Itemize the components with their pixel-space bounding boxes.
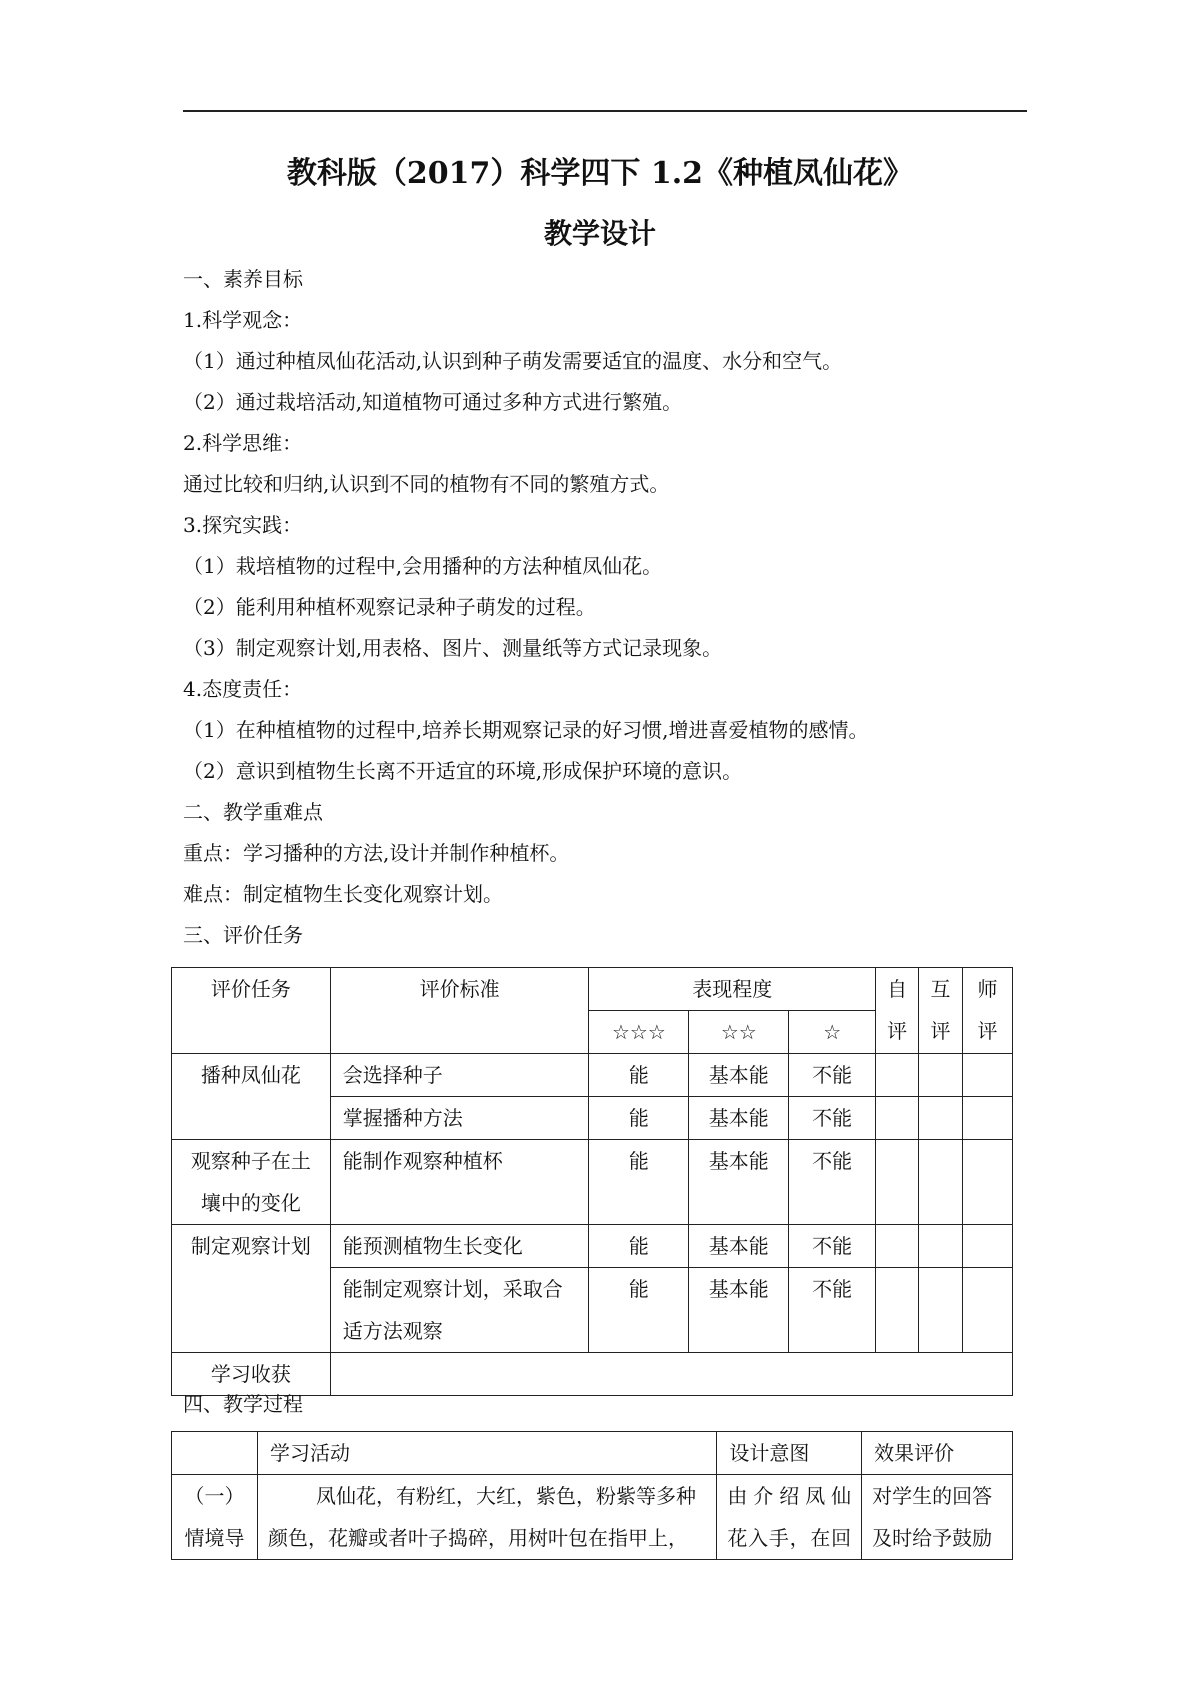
header-cell: 学习活动 [257,1432,716,1475]
document-subtitle: 教学设计 [543,217,656,250]
subheading: 4.态度责任： [183,677,303,701]
table-cell: 掌握播种方法 [330,1097,589,1140]
evaluation-table [171,967,1013,1396]
header-cell: 互 评 [919,968,963,1054]
paragraph: 难点：制定植物生长变化观察计划。 [183,882,503,906]
table-cell [876,1225,919,1268]
table-cell: 能制作观察种植杯 [330,1140,589,1225]
table-cell [963,1054,1013,1097]
table-row [172,1475,1013,1560]
table-cell: 播种凤仙花 [172,1054,331,1140]
table-cell [963,1225,1013,1268]
table-cell [963,1140,1013,1225]
table-cell: 不能 [789,1097,876,1140]
paragraph: 重点：学习播种的方法,设计并制作种植杯。 [183,841,570,865]
table-cell [876,1268,919,1353]
table-header-row [172,968,1013,1011]
table-cell [963,1268,1013,1353]
table-cell: （一） 情境导 [172,1475,258,1560]
paragraph: 通过比较和归纳,认识到不同的植物有不同的繁殖方式。 [183,472,670,496]
table-cell: 不能 [789,1054,876,1097]
table-row [172,1225,1013,1268]
subheading: 3.探究实践： [183,513,303,537]
table-cell [876,1054,919,1097]
document-title: 教科版（2017）科学四下 1.2《种植凤仙花》 [286,156,914,191]
header-cell [172,1432,258,1475]
header-cell: 效果评价 [862,1432,1013,1475]
header-cell: 表现程度 [589,968,876,1011]
table-cell: 能制定观察计划，采取合 适方法观察 [330,1268,589,1353]
table-cell: 凤仙花，有粉红，大红，紫色，粉紫等多种 颜色，花瓣或者叶子捣碎，用树叶包在指甲上， [257,1475,716,1560]
table-cell [919,1140,963,1225]
table-cell: 学习收获 [172,1353,331,1396]
paragraph: （1）栽培植物的过程中,会用播种的方法种植凤仙花。 [183,554,663,578]
paragraph: （2）意识到植物生长离不开适宜的环境,形成保护环境的意识。 [183,759,743,783]
table-cell: 会选择种子 [330,1054,589,1097]
table-cell: 能 [589,1097,689,1140]
header-cell: 评价标准 [330,968,589,1054]
table-cell: 基本能 [689,1268,789,1353]
table-cell: 基本能 [689,1097,789,1140]
table-cell: 由介绍凤仙 花入手，在回 [717,1475,862,1560]
subheading: 1.科学观念： [183,308,303,332]
table-cell: 能预测植物生长变化 [330,1225,589,1268]
table-cell: 基本能 [689,1225,789,1268]
table-cell: 不能 [789,1140,876,1225]
star-rating-2: ☆☆ [689,1011,789,1054]
paragraph: （1）在种植植物的过程中,培养长期观察记录的好习惯,增进喜爱植物的感情。 [183,718,869,742]
table-cell: 不能 [789,1268,876,1353]
table-cell: 能 [589,1140,689,1225]
header-cell: 师 评 [963,968,1013,1054]
table-cell: 不能 [789,1225,876,1268]
table-cell: 对学生的回答 及时给予鼓励 [862,1475,1013,1560]
table-cell: 观察种子在土 壤中的变化 [172,1140,331,1225]
paragraph: （3）制定观察计划,用表格、图片、测量纸等方式记录现象。 [183,636,723,660]
header-cell: 设计意图 [717,1432,862,1475]
table-cell: 基本能 [689,1140,789,1225]
table-cell: 能 [589,1225,689,1268]
header-rule [183,110,1027,112]
table-cell [876,1097,919,1140]
table-cell: 制定观察计划 [172,1225,331,1353]
header-cell: 评价任务 [172,968,331,1054]
star-rating-3: ☆☆☆ [589,1011,689,1054]
table-header-row [172,1432,1013,1475]
paragraph: （1）通过种植凤仙花活动,认识到种子萌发需要适宜的温度、水分和空气。 [183,349,843,373]
table-row [172,1054,1013,1097]
section-heading: 四、教学过程 [183,1392,303,1416]
star-rating-1: ☆ [789,1011,876,1054]
table-cell [963,1097,1013,1140]
table-cell [919,1268,963,1353]
table-cell [919,1097,963,1140]
section-heading: 二、教学重难点 [183,800,323,824]
table-cell: 基本能 [689,1054,789,1097]
table-cell [919,1054,963,1097]
section-heading: 三、评价任务 [183,923,303,947]
teaching-process-table [171,1431,1013,1560]
section-heading: 一、素养目标 [183,267,303,291]
table-cell: 能 [589,1268,689,1353]
paragraph: （2）能利用种植杯观察记录种子萌发的过程。 [183,595,596,619]
table-cell [330,1353,1012,1396]
table-cell: 能 [589,1054,689,1097]
paragraph: （2）通过栽培活动,知道植物可通过多种方式进行繁殖。 [183,390,683,414]
subheading: 2.科学思维： [183,431,303,455]
header-cell: 自 评 [876,968,919,1054]
table-cell [919,1225,963,1268]
table-cell [876,1140,919,1225]
table-row [172,1140,1013,1225]
